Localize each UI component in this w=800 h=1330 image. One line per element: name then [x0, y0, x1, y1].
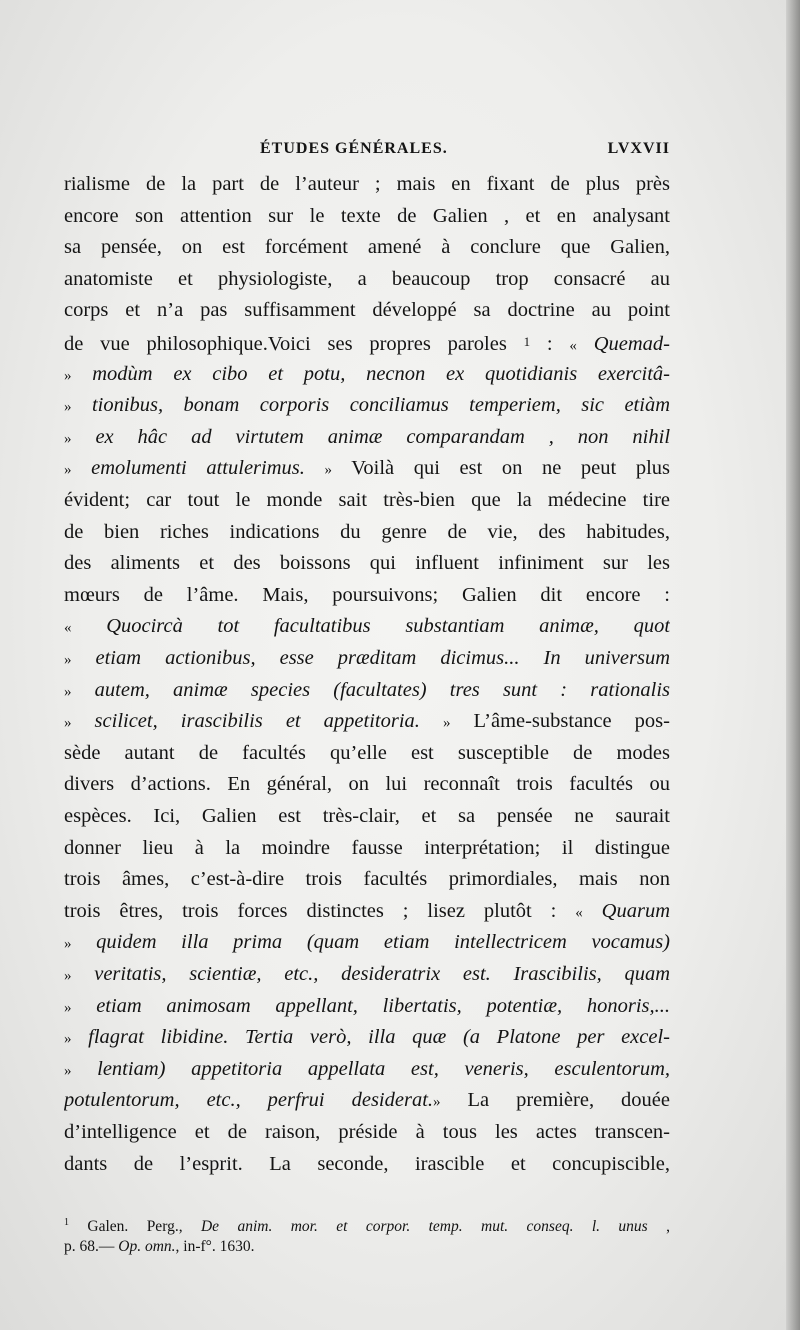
text-run: tionibus, bonam corporis conciliamus temperiem, sic etiàm: [91, 394, 670, 416]
text-line: [64, 581, 670, 611]
footnote-line: [64, 1212, 670, 1238]
text-line: [64, 518, 670, 548]
text-run: donner lieu à la moindre fausse interprétation; il distingue: [64, 837, 670, 859]
text-run: »: [64, 368, 72, 384]
text-line: [64, 549, 670, 579]
text-run: modùm ex cibo et potu, necnon ex quotidianis exercitâ-: [92, 363, 670, 385]
text-run: «: [569, 338, 577, 354]
text-run: »: [442, 715, 451, 731]
text-run: [72, 457, 92, 479]
text-line: [64, 265, 670, 295]
text-run: divers d’actions. En général, on lui reconnaît trois facultés ou: [64, 773, 670, 795]
text-line: [64, 1118, 670, 1148]
text-line: [64, 202, 670, 232]
text-run: Op. omn.: [118, 1238, 176, 1255]
text-run: De anim. mor. et corpor. temp. mut. conseq. l. unus: [200, 1218, 648, 1236]
text-line: [64, 328, 670, 358]
text-run: »: [433, 1094, 441, 1110]
text-run: trois âmes, c’est-à-dire trois facultés primordiales, mais non: [64, 868, 670, 890]
text-run: Quemad-: [593, 333, 670, 355]
text-run: Galen. Perg.,: [87, 1218, 201, 1236]
text-run: :: [530, 333, 570, 355]
text-line: [64, 676, 670, 706]
text-run: [72, 363, 93, 385]
text-run: »: [64, 968, 72, 984]
text-run: corps et n’a pas suffisamment développé sa doctrine au point: [64, 299, 670, 321]
text-run: etiam actionibus, esse præditam dicimus... In universum: [95, 647, 670, 669]
text-line: [64, 486, 670, 516]
text-run: évident; car tout le monde sait très-bien que la médecine tire: [64, 489, 670, 511]
text-run: [305, 457, 325, 479]
text-run: [583, 900, 602, 922]
text-run: autem, animæ species (facultates) tres sunt : rationalis: [94, 679, 670, 701]
text-run: emolumenti attulerimus.: [91, 457, 305, 479]
text-run: espèces. Ici, Galien est très-clair, et sa pensée ne saurait: [64, 805, 670, 827]
text-line: [64, 1055, 670, 1085]
text-run: [72, 995, 97, 1017]
text-run: ex hâc ad virtutem animæ comparandam , non nihil: [95, 426, 670, 448]
footnote-text: [64, 1238, 254, 1255]
text-run: de vue philosophique.Voici ses propres paroles: [64, 333, 524, 355]
text-run: scilicet, irascibilis et appetitoria.: [94, 710, 420, 732]
text-run: »: [64, 652, 72, 668]
text-run: «: [64, 620, 72, 636]
text-line: [64, 897, 670, 927]
text-line: [64, 834, 670, 864]
text-run: [420, 710, 443, 732]
text-run: La première, douée: [440, 1089, 670, 1111]
text-line: [64, 960, 670, 990]
text-run: lentiam) appetitoria appellata est, veneris, esculentorum,: [97, 1058, 670, 1080]
text-run: [72, 394, 92, 416]
text-run: »: [64, 715, 72, 731]
text-line: [64, 170, 670, 200]
page-gutter-shadow: [786, 0, 800, 1330]
text-line: [64, 233, 670, 263]
text-run: [72, 615, 107, 637]
text-run: «: [575, 905, 583, 921]
text-line: [64, 1023, 670, 1053]
text-run: veritatis, scientiæ, etc., desideratrix est. Irascibilis, quam: [94, 963, 670, 985]
text-run: »: [64, 431, 72, 447]
text-run: [577, 333, 594, 355]
text-run: L’âme-substance pos-: [450, 710, 670, 732]
text-line: [64, 454, 670, 484]
text-run: trois êtres, trois forces distinctes ; lisez plutôt :: [64, 900, 576, 922]
text-line: [64, 707, 670, 737]
text-line: [64, 770, 670, 800]
text-run: [72, 647, 96, 669]
text-run: »: [64, 462, 72, 478]
text-run: »: [64, 1031, 72, 1047]
text-run: quidem illa prima (quam etiam intellectricem vocamus): [96, 931, 670, 953]
text-line: [64, 739, 670, 769]
text-run: [72, 426, 96, 448]
text-run: »: [64, 1000, 72, 1016]
text-line: [64, 992, 670, 1022]
text-run: Voilà qui est on ne peut plus: [331, 457, 670, 479]
text-line: [64, 360, 670, 390]
text-run: Quocircà tot facultatibus substantiam animæ, quot: [106, 615, 670, 637]
text-run: dants de l’esprit. La seconde, irascible et concupiscible,: [64, 1153, 670, 1175]
running-head-title: ÉTUDES GÉNÉRALES.: [260, 140, 448, 157]
text-run: rialisme de la part de l’auteur ; mais en fixant de plus près: [64, 173, 670, 195]
text-run: anatomiste et physiologiste, a beaucoup trop consacré au: [64, 268, 670, 290]
footnote-line: [64, 1236, 670, 1258]
text-run: [72, 679, 95, 701]
text-line: [64, 644, 670, 674]
text-run: [72, 931, 97, 953]
text-run: ,: [647, 1218, 670, 1236]
text-run: Quarum: [601, 900, 670, 922]
page-number: LVXVII: [607, 140, 670, 157]
text-run: encore son attention sur le texte de Galien , et en analysant: [64, 205, 670, 227]
text-run: »: [324, 462, 332, 478]
text-line: [64, 391, 670, 421]
text-run: [72, 1058, 98, 1080]
text-run: , in-f°. 1630.: [175, 1238, 255, 1255]
text-run: sa pensée, on est forcément amené à conclure que Galien,: [64, 236, 670, 258]
text-run: [72, 963, 95, 985]
text-run: [72, 1026, 89, 1048]
text-run: sède autant de facultés qu’elle est susceptible de modes: [64, 742, 670, 764]
running-head: [64, 140, 670, 166]
text-run: potulentorum, etc., perfrui desiderat.: [64, 1089, 434, 1111]
text-line: [64, 612, 670, 642]
text-run: »: [64, 1063, 72, 1079]
text-run: flagrat libidine. Tertia verò, illa quæ (a Platone per excel-: [88, 1026, 670, 1048]
text-run: des aliments et des boissons qui influent infiniment sur les: [64, 552, 670, 574]
text-run: mœurs de l’âme. Mais, poursuivons; Galien dit encore :: [64, 584, 670, 606]
text-run: »: [64, 684, 72, 700]
text-run: »: [64, 936, 72, 952]
text-line: [64, 928, 670, 958]
text-run: etiam animosam appellant, libertatis, potentiæ, honoris,...: [96, 995, 670, 1017]
text-line: [64, 865, 670, 895]
text-run: p. 68.—: [64, 1238, 119, 1255]
text-run: 1: [523, 334, 531, 349]
footnote-marker: 1: [64, 1217, 69, 1228]
text-run: d’intelligence et de raison, préside à tous les actes transcen-: [64, 1121, 670, 1143]
text-run: [72, 710, 95, 732]
text-line: [64, 1086, 670, 1116]
footnote-text: [87, 1218, 670, 1235]
text-line: [64, 423, 670, 453]
text-run: »: [64, 399, 72, 415]
text-line: [64, 1150, 670, 1180]
text-line: [64, 296, 670, 326]
text-line: [64, 802, 670, 832]
text-run: de bien riches indications du genre de vie, des habitudes,: [64, 521, 670, 543]
